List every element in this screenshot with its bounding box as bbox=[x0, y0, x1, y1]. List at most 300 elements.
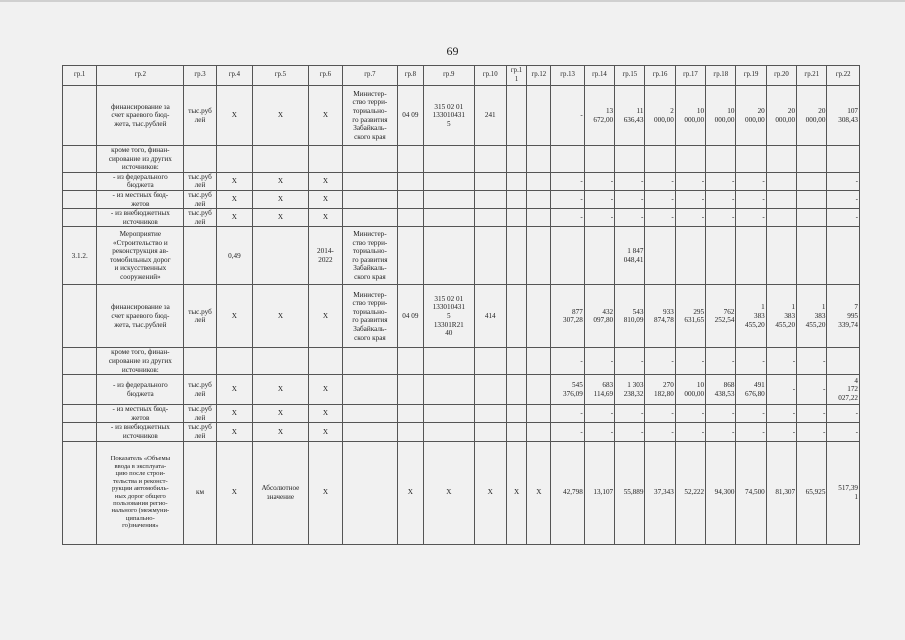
table-cell: - bbox=[736, 190, 766, 208]
table-cell: - bbox=[551, 190, 584, 208]
table-cell bbox=[216, 348, 252, 375]
table-cell bbox=[424, 172, 475, 190]
table-cell bbox=[474, 375, 506, 405]
table-cell: - bbox=[645, 348, 675, 375]
table-cell: - bbox=[675, 172, 705, 190]
table-cell bbox=[424, 375, 475, 405]
table-cell bbox=[827, 146, 860, 173]
table-cell bbox=[308, 146, 342, 173]
table-cell bbox=[63, 441, 97, 544]
table-cell: - bbox=[615, 405, 645, 423]
table-cell bbox=[397, 209, 423, 227]
table-cell: 491 676,80 bbox=[736, 375, 766, 405]
table-cell bbox=[506, 209, 526, 227]
table-cell: 0,49 bbox=[216, 227, 252, 285]
table-cell: X bbox=[216, 375, 252, 405]
table-cell: 683 114,69 bbox=[584, 375, 614, 405]
table-cell bbox=[474, 172, 506, 190]
table-cell: Министер- ство терри- ториально- го развития Забайкаль- ского края bbox=[343, 285, 398, 348]
table-cell: 877 307,28 bbox=[551, 285, 584, 348]
table-cell: 315 02 01 133010431 5 bbox=[424, 86, 475, 146]
table-cell bbox=[551, 227, 584, 285]
table-cell: X bbox=[308, 209, 342, 227]
table-cell: - bbox=[706, 209, 736, 227]
table-cell: 13 672,00 bbox=[584, 86, 614, 146]
table-cell bbox=[797, 190, 827, 208]
table-cell bbox=[474, 405, 506, 423]
table-cell bbox=[424, 146, 475, 173]
column-header: гр.8 bbox=[397, 66, 423, 86]
table-cell bbox=[343, 172, 398, 190]
table-cell: 20 000,00 bbox=[736, 86, 766, 146]
table-cell bbox=[766, 227, 796, 285]
table-cell: 1 383 455,20 bbox=[736, 285, 766, 348]
table-cell: 55,889 bbox=[615, 441, 645, 544]
table-cell: X bbox=[308, 86, 342, 146]
table-cell bbox=[424, 423, 475, 441]
table-cell: X bbox=[253, 86, 309, 146]
table-cell: тыс.руб лей bbox=[184, 285, 216, 348]
table-cell bbox=[424, 209, 475, 227]
table-cell bbox=[474, 423, 506, 441]
table-cell: - из местных бюд- жетов bbox=[97, 190, 184, 208]
table-row bbox=[63, 172, 860, 190]
table-cell: 868 438,53 bbox=[706, 375, 736, 405]
table-row bbox=[63, 227, 860, 285]
table-cell: - bbox=[706, 423, 736, 441]
table-cell: X bbox=[308, 285, 342, 348]
table-cell: тыс.руб лей bbox=[184, 209, 216, 227]
table-cell: X bbox=[253, 423, 309, 441]
table-cell: - bbox=[584, 172, 614, 190]
table-cell bbox=[506, 405, 526, 423]
table-cell: X bbox=[308, 441, 342, 544]
table-cell: - bbox=[766, 348, 796, 375]
table-cell bbox=[424, 227, 475, 285]
table-cell: X bbox=[253, 285, 309, 348]
table-cell: 107 308,43 bbox=[827, 86, 860, 146]
table-cell bbox=[506, 285, 526, 348]
table-cell: 52,222 bbox=[675, 441, 705, 544]
table-cell: X bbox=[308, 375, 342, 405]
table-cell bbox=[474, 190, 506, 208]
table-row bbox=[63, 146, 860, 173]
table-cell bbox=[253, 227, 309, 285]
table-cell: 432 097,80 bbox=[584, 285, 614, 348]
table-cell bbox=[397, 190, 423, 208]
table-cell: 315 02 01 133010431 5 13301R21 40 bbox=[424, 285, 475, 348]
table-cell: 20 000,00 bbox=[797, 86, 827, 146]
table-cell: 74,500 bbox=[736, 441, 766, 544]
table-cell bbox=[343, 146, 398, 173]
table-cell bbox=[343, 423, 398, 441]
page-number: 69 bbox=[446, 44, 459, 58]
table-cell: тыс.руб лей bbox=[184, 423, 216, 441]
page-top-edge bbox=[0, 0, 905, 2]
table-cell: 543 810,09 bbox=[615, 285, 645, 348]
column-header: гр.3 bbox=[184, 66, 216, 86]
table-cell bbox=[736, 227, 766, 285]
table-cell: - bbox=[675, 423, 705, 441]
table-cell bbox=[615, 146, 645, 173]
table-cell bbox=[63, 190, 97, 208]
table-cell bbox=[527, 86, 551, 146]
table-cell bbox=[474, 146, 506, 173]
table-cell bbox=[506, 86, 526, 146]
table-cell: 65,925 bbox=[797, 441, 827, 544]
table-cell bbox=[527, 172, 551, 190]
table-cell bbox=[797, 209, 827, 227]
column-header: гр.16 bbox=[645, 66, 675, 86]
table-cell bbox=[63, 375, 97, 405]
table-cell bbox=[506, 348, 526, 375]
table-cell bbox=[766, 172, 796, 190]
table-cell bbox=[184, 348, 216, 375]
table-row bbox=[63, 209, 860, 227]
table-cell: - bbox=[675, 190, 705, 208]
table-cell bbox=[827, 227, 860, 285]
table-cell: Абсолютное значение bbox=[253, 441, 309, 544]
table-cell: Показатель «Объемы ввода в эксплуата- цию после строи- тельства и реконст- рукции автомобиль- ных дорог общего пользования регио- нального (межмуни- ципально- го)значения» bbox=[97, 441, 184, 544]
table-cell bbox=[527, 348, 551, 375]
table-cell bbox=[308, 348, 342, 375]
table-cell: - bbox=[615, 190, 645, 208]
table-cell: км bbox=[184, 441, 216, 544]
table-cell: X bbox=[216, 441, 252, 544]
table-cell: тыс.руб лей bbox=[184, 172, 216, 190]
table-cell: 94,300 bbox=[706, 441, 736, 544]
table-cell: 3.1.2. bbox=[63, 227, 97, 285]
table-cell: - bbox=[797, 348, 827, 375]
column-header: гр.10 bbox=[474, 66, 506, 86]
table-cell: - bbox=[706, 405, 736, 423]
table-cell: - bbox=[827, 209, 860, 227]
table-cell: - bbox=[584, 423, 614, 441]
table-cell: - bbox=[615, 209, 645, 227]
table-cell: - bbox=[706, 172, 736, 190]
table-cell: 933 874,78 bbox=[645, 285, 675, 348]
table-cell bbox=[343, 209, 398, 227]
table-cell bbox=[63, 209, 97, 227]
table-cell: кроме того, финан- сирование из других источников: bbox=[97, 348, 184, 375]
table-cell: - bbox=[584, 405, 614, 423]
table-cell bbox=[424, 348, 475, 375]
table-cell: - bbox=[551, 423, 584, 441]
table-cell: X bbox=[308, 423, 342, 441]
table-cell bbox=[253, 348, 309, 375]
table-cell: X bbox=[216, 172, 252, 190]
table-cell: - bbox=[675, 405, 705, 423]
table-cell bbox=[343, 190, 398, 208]
table-cell: 241 bbox=[474, 86, 506, 146]
table-cell: X bbox=[308, 405, 342, 423]
table-cell: - bbox=[551, 348, 584, 375]
table-cell: Министер- ство терри- ториально- го развития Забайкаль- ского края bbox=[343, 86, 398, 146]
table-cell: кроме того, финан- сирование из других источников: bbox=[97, 146, 184, 173]
table-cell: - bbox=[584, 348, 614, 375]
table-cell: 517,39 1 bbox=[827, 441, 860, 544]
table-cell: - bbox=[736, 405, 766, 423]
column-header: гр.17 bbox=[675, 66, 705, 86]
table-cell: X bbox=[253, 190, 309, 208]
table-cell: тыс.руб лей bbox=[184, 86, 216, 146]
table-row bbox=[63, 441, 860, 544]
table-cell bbox=[527, 146, 551, 173]
table-cell: - из внебюджетных источников bbox=[97, 423, 184, 441]
table-cell: - bbox=[675, 209, 705, 227]
table-cell: тыс.руб лей bbox=[184, 190, 216, 208]
table-cell: - bbox=[615, 348, 645, 375]
table-cell: X bbox=[474, 441, 506, 544]
table-cell: 10 000,00 bbox=[675, 86, 705, 146]
table-cell: 42,798 bbox=[551, 441, 584, 544]
table-cell: 7 995 339,74 bbox=[827, 285, 860, 348]
table-cell bbox=[584, 227, 614, 285]
table-row bbox=[63, 86, 860, 146]
table-cell: X bbox=[216, 190, 252, 208]
table-cell: - bbox=[766, 423, 796, 441]
table-cell: Министер- ство терри- ториально- го развития Забайкаль- ского края bbox=[343, 227, 398, 285]
table-cell bbox=[63, 172, 97, 190]
table-cell bbox=[766, 146, 796, 173]
table-cell: 295 631,65 bbox=[675, 285, 705, 348]
table-cell: 04 09 bbox=[397, 285, 423, 348]
table-cell: X bbox=[397, 441, 423, 544]
table-cell bbox=[527, 227, 551, 285]
table-cell: - из федерального бюджета bbox=[97, 172, 184, 190]
table-cell: - bbox=[675, 348, 705, 375]
table-cell bbox=[584, 146, 614, 173]
table-cell: - bbox=[615, 172, 645, 190]
column-header: гр.22 bbox=[827, 66, 860, 86]
table-cell bbox=[474, 209, 506, 227]
table-cell bbox=[343, 405, 398, 423]
table-cell: - bbox=[551, 209, 584, 227]
table-cell bbox=[63, 285, 97, 348]
table-cell: X bbox=[253, 172, 309, 190]
table-cell bbox=[797, 146, 827, 173]
table-cell bbox=[506, 172, 526, 190]
table-row bbox=[63, 190, 860, 208]
table-cell: 4 172 027,22 bbox=[827, 375, 860, 405]
table-cell bbox=[706, 227, 736, 285]
table-cell: 1 303 238,32 bbox=[615, 375, 645, 405]
table-cell bbox=[474, 348, 506, 375]
table-cell bbox=[184, 146, 216, 173]
table-cell: 762 252,54 bbox=[706, 285, 736, 348]
table-cell: X bbox=[253, 209, 309, 227]
table-cell: 04 09 bbox=[397, 86, 423, 146]
table-cell bbox=[184, 227, 216, 285]
table-cell: - bbox=[584, 190, 614, 208]
column-header: гр.14 bbox=[584, 66, 614, 86]
table-cell: X bbox=[253, 405, 309, 423]
table-cell bbox=[63, 146, 97, 173]
table-cell: 20 000,00 bbox=[766, 86, 796, 146]
table-cell: - bbox=[827, 190, 860, 208]
table-cell: X bbox=[308, 190, 342, 208]
table-cell bbox=[506, 375, 526, 405]
table-cell bbox=[827, 348, 860, 375]
table-cell: тыс.руб лей bbox=[184, 375, 216, 405]
table-cell: X bbox=[216, 209, 252, 227]
table-cell bbox=[397, 423, 423, 441]
table-cell bbox=[397, 348, 423, 375]
table-cell: 10 000,00 bbox=[675, 375, 705, 405]
table-row bbox=[63, 423, 860, 441]
table-cell: - bbox=[827, 423, 860, 441]
table-header-row bbox=[63, 66, 860, 86]
table-cell: 1 383 455,20 bbox=[797, 285, 827, 348]
table-cell: - bbox=[645, 190, 675, 208]
table-cell: - bbox=[797, 375, 827, 405]
budget-table bbox=[62, 65, 860, 545]
table-cell: - bbox=[797, 423, 827, 441]
column-header: гр.9 bbox=[424, 66, 475, 86]
column-header: гр.15 bbox=[615, 66, 645, 86]
table-cell: X bbox=[253, 375, 309, 405]
column-header: гр.5 bbox=[253, 66, 309, 86]
table-cell bbox=[766, 190, 796, 208]
table-cell: - bbox=[766, 405, 796, 423]
table-cell: - bbox=[736, 209, 766, 227]
column-header: гр.2 bbox=[97, 66, 184, 86]
table-cell: 414 bbox=[474, 285, 506, 348]
column-header: гр.18 bbox=[706, 66, 736, 86]
table-row bbox=[63, 348, 860, 375]
table-cell: - bbox=[736, 348, 766, 375]
table-cell bbox=[527, 285, 551, 348]
table-cell bbox=[63, 348, 97, 375]
table-cell: - bbox=[736, 172, 766, 190]
column-header: гр.12 bbox=[527, 66, 551, 86]
table-cell bbox=[506, 423, 526, 441]
table-cell bbox=[397, 172, 423, 190]
table-row bbox=[63, 285, 860, 348]
table-cell: 81,307 bbox=[766, 441, 796, 544]
table-cell bbox=[527, 405, 551, 423]
table-cell: - bbox=[736, 423, 766, 441]
table-cell bbox=[397, 227, 423, 285]
column-header: гр.19 bbox=[736, 66, 766, 86]
table-cell: - bbox=[706, 348, 736, 375]
table-cell: - bbox=[645, 423, 675, 441]
table-cell: 2014- 2022 bbox=[308, 227, 342, 285]
table-cell bbox=[527, 190, 551, 208]
table-cell bbox=[253, 146, 309, 173]
table-cell: - bbox=[584, 209, 614, 227]
table-cell: тыс.руб лей bbox=[184, 405, 216, 423]
table-cell: - bbox=[615, 423, 645, 441]
table-cell bbox=[397, 405, 423, 423]
table-cell: X bbox=[216, 423, 252, 441]
table-cell bbox=[551, 146, 584, 173]
table-cell bbox=[706, 146, 736, 173]
table-cell bbox=[645, 146, 675, 173]
table-cell: X bbox=[424, 441, 475, 544]
table-cell: Мероприятие «Строительство и реконструкция ав- томобильных дорог и искусственных сооружений» bbox=[97, 227, 184, 285]
table-cell: - bbox=[827, 172, 860, 190]
table-cell: финансирование за счет краевого бюд- жета, тыс.рублей bbox=[97, 86, 184, 146]
table-cell: 13,107 bbox=[584, 441, 614, 544]
table-cell bbox=[343, 375, 398, 405]
table-cell bbox=[797, 227, 827, 285]
table-cell: - bbox=[551, 86, 584, 146]
table-cell bbox=[63, 405, 97, 423]
table-cell bbox=[675, 146, 705, 173]
table-cell bbox=[397, 375, 423, 405]
table-row bbox=[63, 405, 860, 423]
table-row bbox=[63, 375, 860, 405]
table-cell bbox=[766, 209, 796, 227]
column-header: гр.4 bbox=[216, 66, 252, 86]
table-cell bbox=[506, 227, 526, 285]
table-cell: - из местных бюд- жетов bbox=[97, 405, 184, 423]
table-cell bbox=[797, 172, 827, 190]
table-cell: - bbox=[706, 190, 736, 208]
table-cell bbox=[675, 227, 705, 285]
table-cell: - bbox=[797, 405, 827, 423]
column-header: гр.13 bbox=[551, 66, 584, 86]
table-cell: 2 000,00 bbox=[645, 86, 675, 146]
table-cell: 545 376,09 bbox=[551, 375, 584, 405]
column-header: гр.1 1 bbox=[506, 66, 526, 86]
table-cell: - из внебюджетных источников bbox=[97, 209, 184, 227]
column-header: гр.7 bbox=[343, 66, 398, 86]
table-cell: X bbox=[506, 441, 526, 544]
column-header: гр.21 bbox=[797, 66, 827, 86]
table-cell: X bbox=[308, 172, 342, 190]
table-cell bbox=[506, 190, 526, 208]
table-cell bbox=[216, 146, 252, 173]
table-cell bbox=[527, 375, 551, 405]
table-cell bbox=[474, 227, 506, 285]
table-cell: - bbox=[645, 172, 675, 190]
table-cell: X bbox=[216, 405, 252, 423]
table-cell: 10 000,00 bbox=[706, 86, 736, 146]
table-cell bbox=[343, 348, 398, 375]
column-header: гр.1 bbox=[63, 66, 97, 86]
table-cell: - bbox=[645, 209, 675, 227]
table-cell bbox=[63, 423, 97, 441]
table-cell bbox=[343, 441, 398, 544]
table-cell: - из федерального бюджета bbox=[97, 375, 184, 405]
table-cell: 1 847 048,41 bbox=[615, 227, 645, 285]
table-cell: - bbox=[827, 405, 860, 423]
table-cell: - bbox=[766, 375, 796, 405]
table-cell: X bbox=[216, 285, 252, 348]
table-cell bbox=[424, 405, 475, 423]
table-cell: X bbox=[216, 86, 252, 146]
table-cell: 270 182,80 bbox=[645, 375, 675, 405]
table-cell: - bbox=[551, 405, 584, 423]
table-cell: - bbox=[645, 405, 675, 423]
table-cell: финансирование за счет краевого бюд- жета, тыс.рублей bbox=[97, 285, 184, 348]
table-cell bbox=[527, 209, 551, 227]
table-cell: 37,343 bbox=[645, 441, 675, 544]
table-cell bbox=[397, 146, 423, 173]
table-cell bbox=[527, 423, 551, 441]
table-cell: - bbox=[551, 172, 584, 190]
table-cell: 1 383 455,20 bbox=[766, 285, 796, 348]
table-cell: X bbox=[527, 441, 551, 544]
table-cell bbox=[736, 146, 766, 173]
table-cell bbox=[645, 227, 675, 285]
column-header: гр.20 bbox=[766, 66, 796, 86]
table-cell: 11 636,43 bbox=[615, 86, 645, 146]
table-cell bbox=[424, 190, 475, 208]
table-cell bbox=[506, 146, 526, 173]
